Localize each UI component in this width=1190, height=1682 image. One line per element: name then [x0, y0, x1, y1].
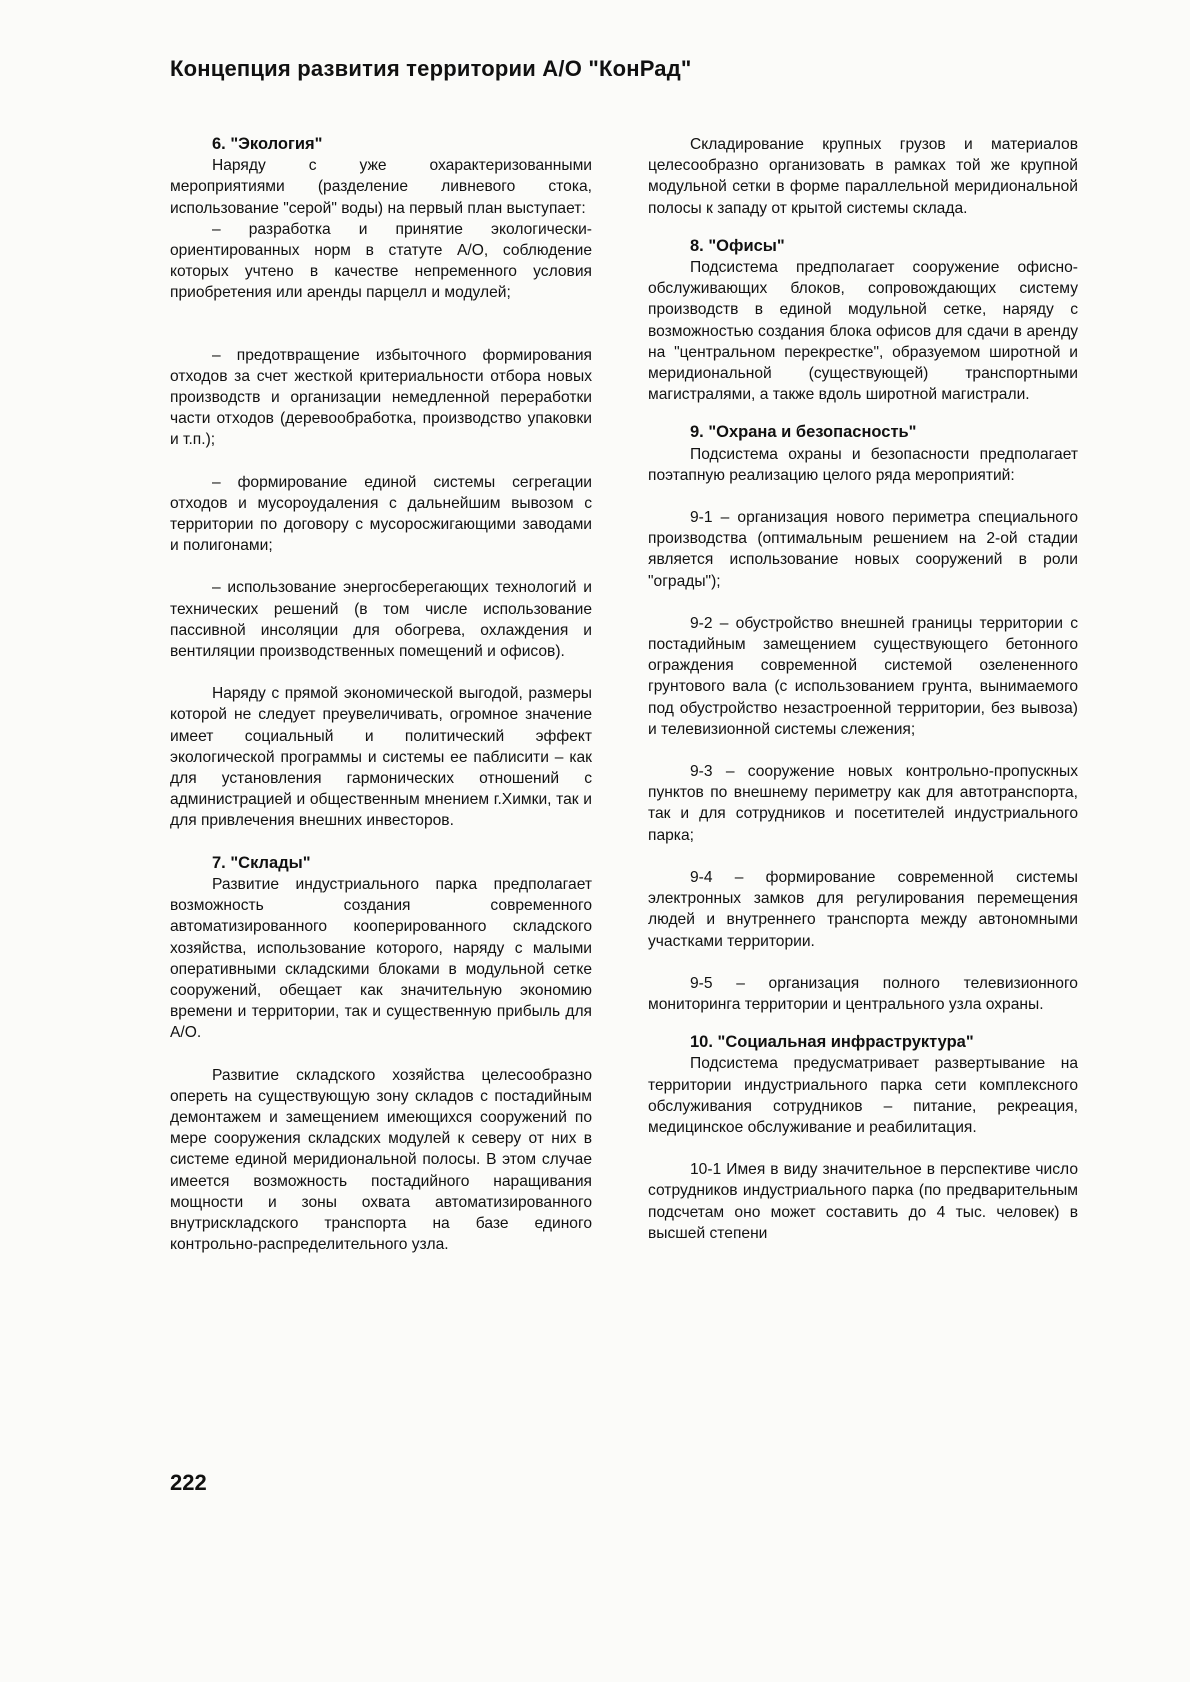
- section-7-paragraph-1: Развитие индустриального парка предполагает возможность создания современного автоматизированного кооперированного складского хозяйства, использование которого, наряду с малыми оперативными складскими блоками в модульной сетке сооружений, обещает как значительную экономию времени и территории, так и существенную прибыль для А/О.: [170, 875, 592, 1042]
- page-header-title: Концепция развития территории А/О "КонРад": [170, 56, 692, 81]
- section-7-paragraph-3: Складирование крупных грузов и материалов целесообразно организовать в рамках той же крупной модульной сетки в форме параллельной меридиональной полосы к западу от крытой системы склада.: [648, 136, 1078, 217]
- page-number: 222: [170, 1470, 207, 1495]
- section-8-paragraph: Подсистема предполагает сооружение офисно-обслуживающих блоков, сопровождающих систему производств в единой модульной сетке, наряду с возможностью создания блока офисов для сдачи в аренду на "центральном перекрестке", образуемом широтной и меридиональной (существующей) транспортными магистралями, а также вдоль широтной магистрали.: [648, 259, 1078, 404]
- section-8-title: 8. "Офисы": [690, 236, 785, 255]
- section-10-item-1: 10-1 Имея в виду значительное в перспективе число сотрудников индустриального парка (по предварительным подсчетам оно может составить до 4 тыс. человек) в высшей степени: [648, 1161, 1078, 1242]
- section-10-intro: Подсистема предусматривает развертывание на территории индустриального парка сети комплексного обслуживания сотрудников – питание, рекреация, медицинское обслуживание и реабилитация.: [648, 1055, 1078, 1136]
- section-6-title: 6. "Экология": [212, 135, 323, 153]
- section-9-intro: Подсистема охраны и безопасности предполагает поэтапную реализацию целого ряда мероприятий:: [648, 445, 1078, 484]
- section-9-item-3: 9-3 – сооружение новых контрольно-пропускных пунктов по внешнему периметру как для автотранспорта, так и для сотрудников и посетителей индустриального парка;: [648, 763, 1078, 844]
- section-9-item-4: 9-4 – формирование современной системы электронных замков для регулирования перемещения людей и внутреннего транспорта между автономными участками территории.: [648, 868, 1078, 950]
- section-6-intro: Наряду с уже охарактеризованными мероприятиями (разделение ливневого стока, использование "серой" воды) на первый план выступает:: [170, 157, 592, 217]
- section-9-item-1: 9-1 – организация нового периметра специального производства (оптимальным решением на 2-ой стадии является использование новых сооружений в роли "ограды");: [648, 509, 1078, 590]
- section-9-item-2: 9-2 – обустройство внешней границы территории с постадийным замещением существующего бетонного ограждения современной системой озелененного грунтового вала (с использованием грунта, вынимаемого под обустройство незастроенной территории, без вывоза) и телевизионной системы слежения;: [648, 614, 1078, 738]
- section-6-item-3: – формирование единой системы сегрегации отходов и мусороудаления с дальнейшим вывозом с территории по договору с мусоросжигающими заводами и полигонами;: [170, 473, 592, 555]
- section-6-item-2: – предотвращение избыточного формирования отходов за счет жесткой критериальности отбора новых производств и организации немедленной переработки части отходов (деревообработка, производство упаковки и т.п.);: [170, 346, 592, 449]
- section-7-title: 7. "Склады": [212, 853, 311, 872]
- section-6-paragraph: Наряду с прямой экономической выгодой, размеры которой не следует преувеличивать, огромное значение имеет социальный и политический эффект экологической программы и системы ее паблисити – как для установления гармонических отношений с администрацией и общественным мнением г.Химки, так и для привлечения внешних инвесторов.: [170, 685, 592, 830]
- section-9-item-5: 9-5 – организация полного телевизионного мониторинга территории и центрального узла охраны.: [648, 974, 1078, 1013]
- section-10-title: 10. "Социальная инфраструктура": [690, 1033, 974, 1052]
- section-6-item-4: – использование энергосберегающих технологий и технических решений (в том числе использование пассивной инсоляции для обогрева, охлаждения и вентиляции производственных помещений и офисов).: [170, 579, 592, 661]
- right-column: [648, 134, 1078, 1244]
- section-7-paragraph-2: Развитие складского хозяйства целесообразно опереть на существующую зону складов с постадийным демонтажем и замещением имеющихся сооружений по мере сооружения складских модулей к северу от них в системе единой меридиональной полосы. В этом случае имеется возможность постадийного наращивания мощности и зоны охвата автоматизированного внутрискладского транспорта на базе единого контрольно-распределительного узла.: [170, 1066, 592, 1254]
- section-9-title: 9. "Охрана и безопасность": [690, 423, 917, 442]
- section-6-item-1: – разработка и принятие экологически-ориентированных норм в статуте А/О, соблюдение которых учтено в качестве непременного условия приобретения или аренды парцелл и модулей;: [170, 220, 592, 302]
- left-column: [170, 134, 592, 1255]
